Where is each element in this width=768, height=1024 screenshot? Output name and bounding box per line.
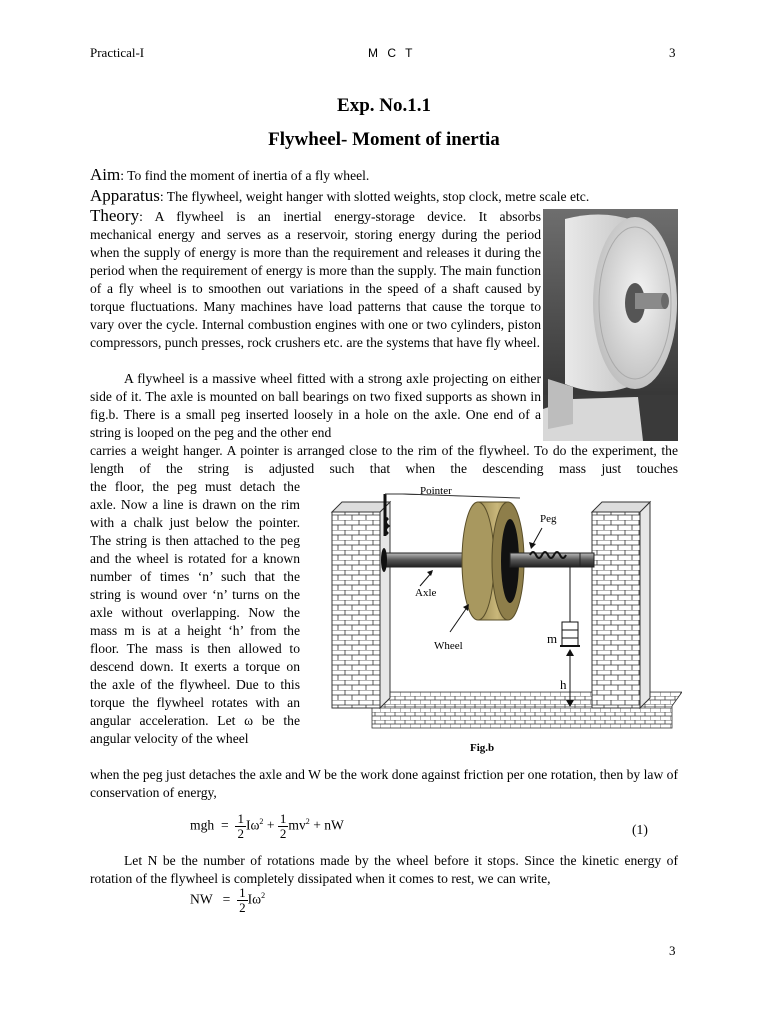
eq1-term1: Iω: [245, 817, 260, 833]
apparatus-label: Apparatus: [90, 186, 160, 205]
label-wheel: Wheel: [434, 640, 463, 652]
theory-label: Theory: [90, 206, 140, 225]
theory-paragraph-1-text: mechanical energy and serves as a reservoir, storing energy during the period when the supply of energy is more than the requirement and releases it during the period when the requirement of energy is more than the supply. The main function of a fly wheel is to smoothen out variations in the speed of a shaft caused by torque fluctuations. Many machines have load patterns that cause the torque to vary over the cycle. Internal combustion engines with one or two cylinders, piston compressors, punch presses, rock crushers etc. are the systems that have fly wheel.: [90, 227, 541, 350]
flywheel-photo-graphic: [543, 209, 678, 441]
header-page: 3: [669, 45, 676, 60]
label-mass: m: [547, 631, 558, 646]
theory-first-line: : A flywheel is an inertial energy-storage device. It absorbs: [139, 209, 541, 224]
figure-b-diagram: [310, 480, 682, 760]
theory-paragraph-1: [90, 207, 541, 352]
eq2-equals: =: [222, 891, 231, 907]
eq2-frac-den: 2: [239, 900, 246, 915]
eq2-fraction: [237, 886, 248, 915]
apparatus: [90, 186, 589, 206]
eq1-exp1: 2: [259, 817, 264, 827]
theory-paragraph-2-top: A flywheel is a massive wheel fitted with a strong axle projecting on either side of it. The axle is mounted on ball bearings on two fixed supports as shown in fig.b. There is a small peg inserted loosely in a hole on the axle. One end of a string is looped on the peg and the other end: [90, 371, 541, 440]
label-axle: Axle: [415, 587, 437, 599]
aim-text: : To find the moment of inertia of a fly wheel.: [120, 168, 370, 183]
label-peg: Peg: [540, 513, 557, 525]
aim-label: Aim: [90, 165, 121, 184]
eq2-lhs: NW: [190, 891, 213, 907]
theory-paragraph-2-end: when the peg just detaches the axle and W be the work done against friction per one rotation, then by law of conservation of energy,: [90, 767, 678, 800]
eq1-equals: =: [220, 817, 229, 833]
eq1-tail: + nW: [313, 817, 344, 833]
theory-paragraph-2-full: carries a weight hanger. A pointer is arranged close to the rim of the flywheel. To do the experiment, the length of the string is adjusted such that when the descending mass just touches: [90, 443, 678, 476]
eq1-frac2-den: 2: [279, 826, 287, 841]
eq1-fraction-2: [278, 812, 289, 841]
experiment-number: Exp. No.1.1: [337, 95, 431, 116]
figure-b: [310, 480, 682, 760]
eq2-term: Iω: [247, 891, 262, 907]
header-left: Practical-I: [90, 45, 145, 60]
footer-page: 3: [669, 943, 676, 958]
eq1-frac1-den: 2: [237, 826, 244, 841]
eq1-exp2: 2: [305, 817, 310, 827]
label-pointer: Pointer: [420, 485, 452, 497]
eq1-frac2-num: 1: [279, 811, 287, 826]
theory-paragraph-3: Let N be the number of rotations made by the wheel before it stops. Since the kinetic energy of rotation of the flywheel is completely dissipated when it comes to rest, we can write,: [90, 853, 678, 886]
eq1-plus: +: [266, 817, 275, 833]
apparatus-text: : The flywheel, weight hanger with slotted weights, stop clock, metre scale etc.: [159, 189, 590, 204]
experiment-title: Flywheel- Moment of inertia: [268, 129, 500, 150]
equation-2: [190, 886, 265, 915]
equation-1: [190, 812, 344, 841]
header-center: M C T: [368, 46, 416, 60]
eq2-frac-num: 1: [239, 885, 246, 900]
aim: [90, 165, 369, 185]
label-height: h: [560, 677, 567, 692]
eq1-frac1-num: 1: [237, 811, 244, 826]
eq1-lhs: mgh: [190, 817, 215, 833]
eq1-fraction-1: [235, 812, 246, 841]
equation-1-number: (1): [632, 822, 648, 837]
theory-paragraph-2-left: the floor, the peg must detach the axle. Now a line is drawn on the rim with a chalk just below the pointer. The string is then attached to the peg and the wheel is rotated for a known number of times ‘n’ such that the string is wound over ‘n’ turns on the axle without overlapping. Now the mass m is at a height ‘h’ from the floor. The mass is then allowed to descend down. It exerts a torque on the axle of the flywheel. Due to this torque the flywheel rotates with an angular acceleration. Let ω be the angular velocity of the wheel: [90, 479, 300, 746]
figure-caption: Fig.b: [470, 742, 495, 754]
eq2-exp: 2: [261, 891, 266, 901]
eq1-term2: mv: [288, 817, 306, 833]
flywheel-photo: [543, 209, 678, 441]
